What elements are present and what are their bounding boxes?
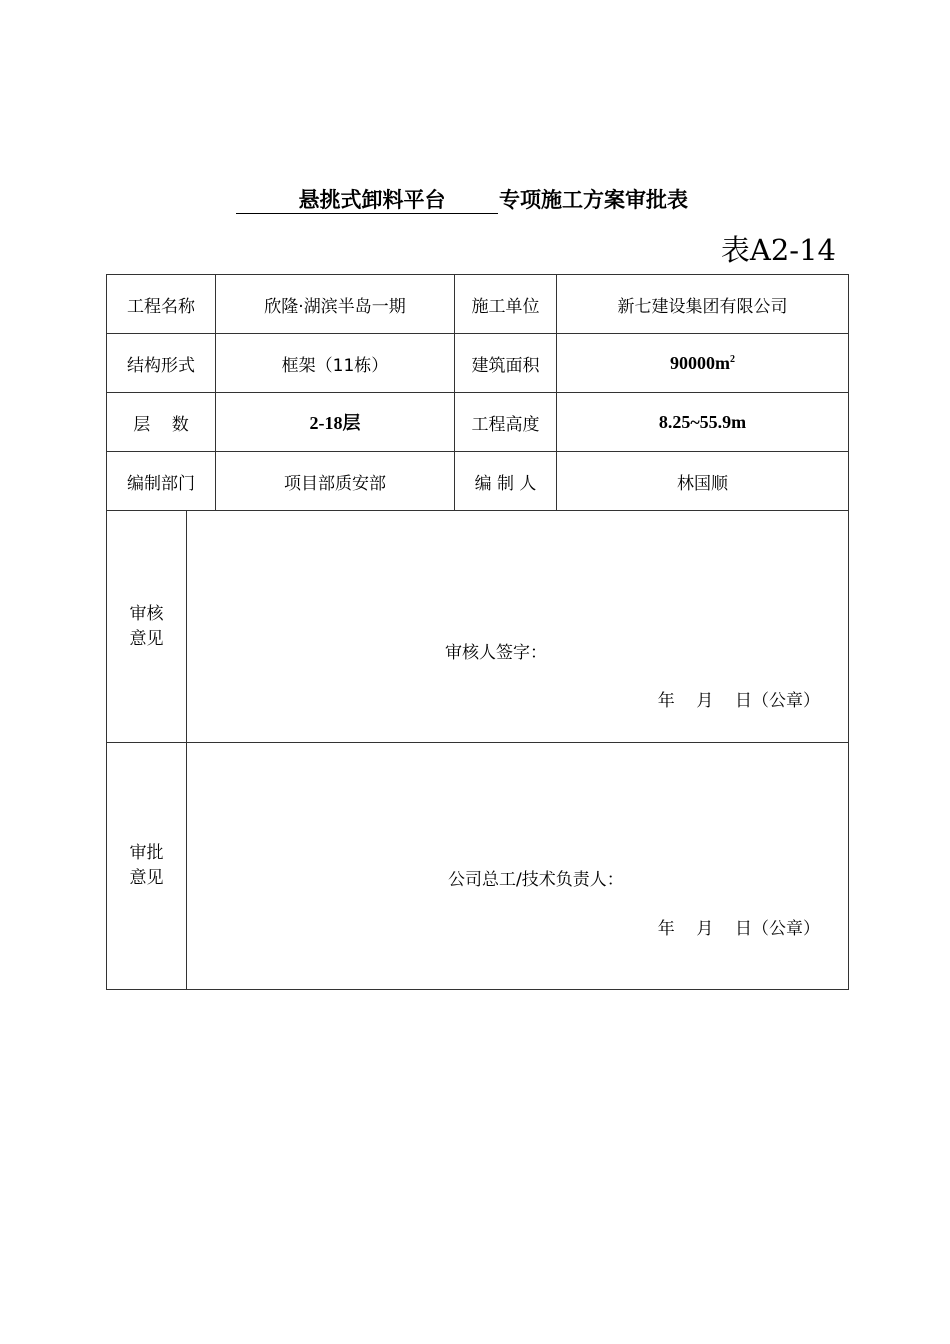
- compiling-dept-label: 编制部门: [107, 452, 216, 511]
- info-row-floors: [107, 393, 849, 452]
- info-row-structure: [107, 334, 849, 393]
- form-code: 表A2-14: [720, 233, 836, 267]
- form-title: [0, 184, 950, 216]
- title-suffix: 专项施工方案审批表: [499, 188, 688, 212]
- contractor-label: 施工单位: [455, 275, 557, 334]
- building-height-label: 工程高度: [455, 393, 557, 452]
- chief-engineer-signature-label: 公司总工/技术负责人：: [448, 870, 624, 890]
- project-name-value: 欣隆·湖滨半岛一期: [216, 275, 455, 334]
- title-project-name: 悬挑式卸料平台: [236, 184, 498, 214]
- review-opinion-label: [107, 511, 187, 743]
- building-area-number: 90000m: [670, 352, 730, 373]
- compiler-label: 编 制 人: [455, 452, 557, 511]
- approval-date-seal-line: 年 月 日（公章）: [657, 919, 820, 939]
- approval-label-line1: 审批: [129, 843, 164, 863]
- review-date-seal-line: 年 月 日（公章）: [657, 691, 820, 711]
- compiling-dept-value: 项目部质安部: [216, 452, 455, 511]
- floors-value: 2-18层: [216, 393, 455, 452]
- info-row-compiler: [107, 452, 849, 511]
- reviewer-signature-label: 审核人签字：: [445, 643, 547, 663]
- structure-type-label: 结构形式: [107, 334, 216, 393]
- approval-label-line2: 意见: [129, 868, 164, 888]
- approval-opinion-field[interactable]: [187, 743, 849, 990]
- building-area-value: [557, 334, 849, 393]
- approval-row: [107, 743, 849, 990]
- review-row: [107, 511, 849, 743]
- contractor-value: 新七建设集团有限公司: [557, 275, 849, 334]
- area-unit-superscript: 2: [730, 353, 735, 365]
- review-label-line1: 审核: [129, 603, 164, 624]
- review-label-line2: 意见: [129, 628, 164, 649]
- project-name-label: 工程名称: [107, 275, 216, 334]
- review-opinion-field[interactable]: [187, 511, 849, 743]
- building-area-label: 建筑面积: [455, 334, 557, 393]
- structure-type-value: 框架（11栋）: [216, 334, 455, 393]
- compiler-value: 林国顺: [557, 452, 849, 511]
- building-height-value: 8.25~55.9m: [557, 393, 849, 452]
- approval-opinion-label: [107, 743, 187, 990]
- floors-label: 层 数: [107, 393, 216, 452]
- approval-form-table: [106, 274, 849, 990]
- info-row-project: [107, 275, 849, 334]
